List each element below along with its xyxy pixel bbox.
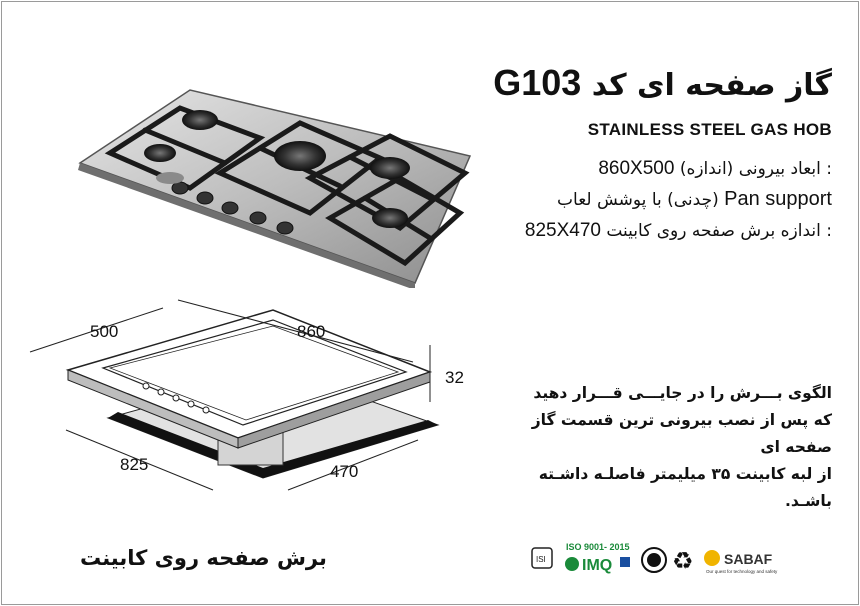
spec-cutout (525, 220, 832, 242)
title-text: گاز صفحه ای کد (591, 68, 832, 103)
dimension-32: 32 (445, 368, 464, 387)
spec-cutout-value: 825X470 (524, 220, 601, 241)
dimension-500: 500 (90, 322, 119, 341)
spec-outer-value: 860X500 (598, 158, 675, 179)
note-line-2: که پس از نصب بیرونی ترین قسمت گاز صفحه ای (531, 411, 832, 456)
dimension-825: 825 (120, 455, 149, 474)
gas-hob-image (70, 78, 480, 288)
diagram-caption: برش صفحه روی کابینت (80, 546, 327, 570)
product-subtitle: STAINLESS STEEL GAS HOB (587, 120, 832, 139)
imq-text: IMQ (582, 557, 613, 574)
cutout-diagram (18, 290, 478, 510)
svg-text:ISI: ISI (536, 555, 546, 564)
installation-note (502, 380, 832, 515)
note-line-3: از لبه کابینت ۳۵ میلیمتر فاصلـه داشـته باشـد. (538, 465, 832, 510)
product-code: G103 (493, 62, 582, 103)
certification-logos (528, 540, 798, 576)
inso-logo (532, 548, 552, 568)
spec-outer-dimensions (598, 158, 832, 180)
sabaf-tagline: Our quest for technology and safety (706, 569, 778, 574)
spec-outer-label: : ابعاد بیرونی (اندازه) (679, 159, 832, 179)
sabaf-logo (704, 550, 778, 574)
dimension-860: 860 (297, 322, 326, 341)
quality-seal-icon (642, 548, 666, 572)
dimension-470: 470 (330, 462, 359, 481)
product-title (493, 62, 832, 104)
sabaf-text: SABAF (724, 551, 773, 567)
spec-pan-support-en: Pan support (724, 188, 832, 210)
recycle-icon (672, 548, 694, 575)
iso-imq-logo (565, 542, 630, 574)
iso-text: ISO 9001- 2015 (566, 542, 630, 552)
spec-pan-support (557, 188, 832, 211)
spec-pan-support-fa: (چدنی) با پوشش لعاب (557, 190, 719, 210)
note-line-1: الگوی بـــرش را در جایـــی قـــرار دهید (533, 384, 832, 402)
spec-cutout-label: : اندازه برش صفحه روی کابینت (606, 221, 832, 241)
svg-text:♻: ♻ (672, 548, 694, 575)
